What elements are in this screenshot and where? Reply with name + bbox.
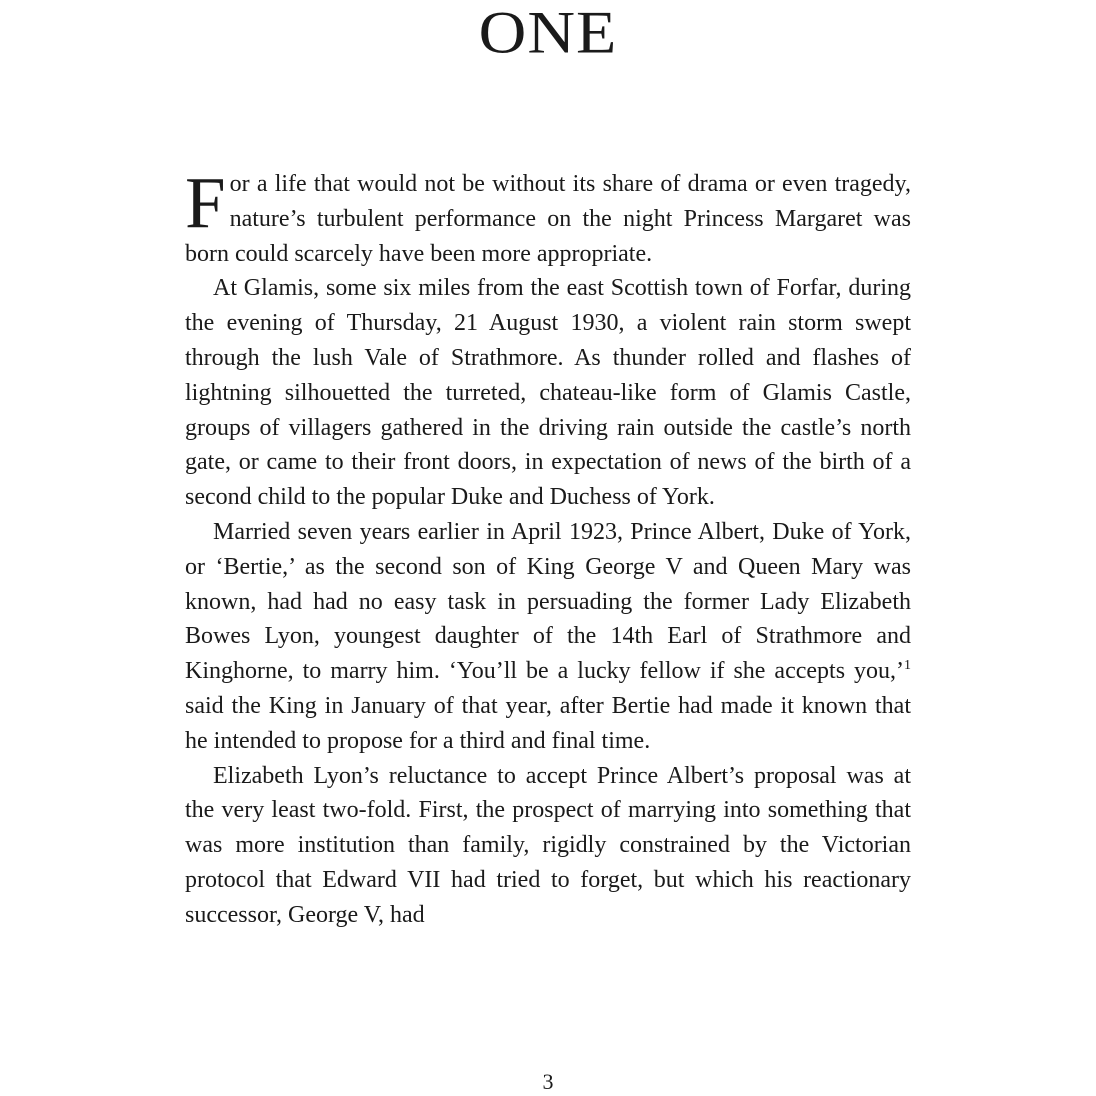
body-text bbox=[185, 162, 911, 933]
paragraph-4: Elizabeth Lyon’s reluctance to accept Prince Albert’s proposal was at the very least two-fold. First, the prospect of marrying into something that was more institution than family, rigidly constrained by the Victorian protocol that Edward VII had tried to forget, but which his reactionary successor, George V, had bbox=[185, 762, 911, 928]
paragraph-3-text-b: said the King in January of that year, after Bertie had made it known that he intended to propose for a third and final time. bbox=[185, 692, 911, 754]
paragraph-2: At Glamis, some six miles from the east Scottish town of Forfar, during the evening of Thursday, 21 August 1930, a violent rain storm swept through the lush Vale of Strathmore. As thunder rolled and flashes of lightning silhouetted the turreted, chateau-like form of Glamis Castle, groups of villagers gathered in the driving rain outside the castle’s north gate, or came to their front doors, in expectation of news of the birth of a second child to the popular Duke and Duchess of York. bbox=[185, 275, 911, 511]
drop-cap: F bbox=[185, 162, 226, 243]
paragraph-1 bbox=[185, 162, 911, 271]
chapter-title: ONE bbox=[478, 0, 618, 67]
paragraph-3 bbox=[185, 515, 911, 759]
footnote-marker: 1 bbox=[904, 658, 911, 674]
paragraph-1-text: or a life that would not be without its share of drama or even tragedy, nature’s turbulent performance on the night Princess Margaret was born could scarcely have been more appropriate. bbox=[185, 171, 911, 267]
page-number: 3 bbox=[542, 1069, 554, 1094]
paragraph-3-text-a: Married seven years earlier in April 1923, Prince Albert, Duke of York, or ‘Bertie,’ as the second son of King George V and Queen Mary was known, had had no easy task in persuading the former Lady Elizabeth Bowes Lyon, youngest daughter of the 14th Earl of Strathmore and Kinghorne, to marry him. ‘You’ll be a lucky fellow if she accepts you,’ bbox=[185, 518, 911, 685]
